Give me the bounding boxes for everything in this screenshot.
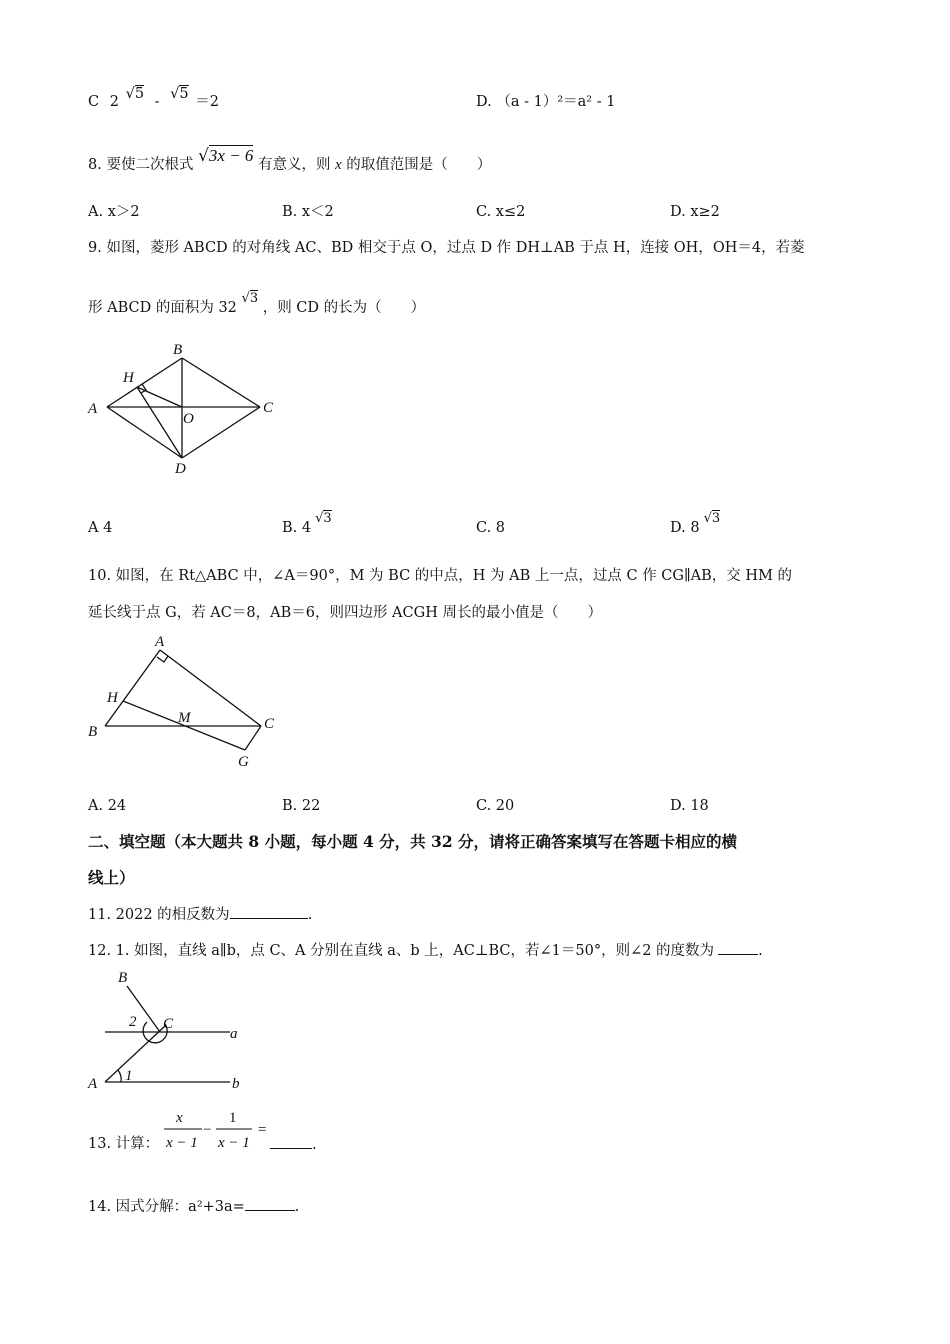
section2-heading-line2: 线上） <box>88 868 135 887</box>
q13-eq: = <box>258 1122 267 1138</box>
q12-parallel-lines-figure <box>85 966 265 1096</box>
section2-heading-line1: 二、填空题（本大题共 8 小题，每小题 4 分，共 32 分，请将正确答案填写在答题卡相应的横 <box>88 832 738 851</box>
q13-minus: − <box>203 1122 212 1138</box>
q10-stem-line1: 10. 如图，在 Rt△ABC 中，∠A＝90°，M 为 BC 的中点，H 为 AB 上一点，过点 C 作 CG∥AB，交 HM 的 <box>88 568 793 584</box>
q8-suffix-b: 的取值范围是（ ） <box>346 157 492 173</box>
q7-c-coef: 2 <box>109 94 119 110</box>
q14-answer-blank[interactable] <box>245 1196 295 1211</box>
q7-option-d: D. （a - 1）²＝a² - 1 <box>476 94 616 110</box>
q9-stem-line2 <box>88 291 426 319</box>
q12-label-line-b: b <box>232 1076 240 1092</box>
q7-c-label: C <box>88 94 100 110</box>
q8-option-c: C. x≤2 <box>476 204 526 220</box>
q10-label-c: C <box>264 716 275 732</box>
q9-radical: √3 <box>241 291 259 306</box>
q7-c-radical-1: √5 <box>125 86 145 102</box>
q14-stem: 14. 因式分解：a²+3a= . <box>88 1196 299 1217</box>
q7-c-radical-2: √5 <box>170 86 189 102</box>
q9-label-o: O <box>183 411 194 427</box>
q9-line2-b: ，则 CD 的长为（ ） <box>262 300 426 316</box>
q12-answer-blank[interactable] <box>718 940 758 955</box>
q9-label-b: B <box>173 342 183 358</box>
q14-text: 14. 因式分解：a²+3a= <box>88 1199 245 1215</box>
q10-label-a: A <box>155 634 165 650</box>
q9-label-c: C <box>263 400 274 416</box>
q10-option-b: B. 22 <box>282 798 321 814</box>
q12-label-1: 1 <box>125 1068 133 1084</box>
q10-label-h: H <box>107 690 118 706</box>
q12-label-b: B <box>118 970 128 986</box>
q13-answer-blank[interactable] <box>270 1134 312 1149</box>
q10-label-m: M <box>178 710 191 726</box>
q9-label-h: H <box>123 370 134 386</box>
q9-option-b: B. 4√3 <box>282 511 332 536</box>
q8-option-d: D. x≥2 <box>670 204 720 220</box>
q8-option-b: B. x＜2 <box>282 204 334 220</box>
q9-rhombus-figure <box>85 338 285 478</box>
q11-text: 11. 2022 的相反数为 <box>88 907 230 923</box>
q12-stem: 12. 1. 如图，直线 a∥b，点 C、A 分别在直线 a、b 上，AC⊥BC，若∠1＝50°，则∠2 的度数为 . <box>88 940 763 961</box>
q7-option-c <box>88 86 219 112</box>
q11-answer-blank[interactable] <box>230 904 308 919</box>
q9-option-d: D. 8√3 <box>670 511 721 536</box>
q12-label-c: C <box>163 1016 174 1032</box>
q8-option-a: A. x＞2 <box>88 204 140 220</box>
q11-stem: 11. 2022 的相反数为 . <box>88 904 312 925</box>
q13-den1: x − 1 <box>166 1135 198 1151</box>
q9-stem-line1: 9. 如图，菱形 ABCD 的对角线 AC、BD 相交于点 O，过点 D 作 DH⊥AB 于点 H，连接 OH，OH＝4，若菱 <box>88 240 805 256</box>
q8-prefix: 8. 要使二次根式 <box>88 157 194 173</box>
q10-option-c: C. 20 <box>476 798 515 814</box>
q12-text: 12. 1. 如图，直线 a∥b，点 C、A 分别在直线 a、b 上，AC⊥BC，若∠1＝50°，则∠2 的度数为 <box>88 943 715 959</box>
q10-option-d: D. 18 <box>670 798 709 814</box>
q8-var: x <box>335 157 342 173</box>
q13-den2: x − 1 <box>218 1135 250 1151</box>
q12-label-2: 2 <box>129 1014 137 1030</box>
q10-triangle-figure <box>85 630 285 770</box>
q9-line2-a: 形 ABCD 的面积为 32 <box>88 300 237 316</box>
q7-c-result: ＝2 <box>195 94 219 110</box>
q7-c-minus: - <box>154 94 160 110</box>
q13-fraction-expression <box>162 1104 282 1154</box>
q10-stem-line2: 延长线于点 G，若 AC＝8，AB＝6，则四边形 ACGH 周长的最小值是（ ） <box>88 605 602 621</box>
q8-radical: √3x − 6 <box>198 146 254 166</box>
q12-label-a: A <box>88 1076 98 1092</box>
q8-stem <box>88 146 492 175</box>
q9-label-d: D <box>175 461 186 477</box>
q9-option-c: C. 8 <box>476 520 506 536</box>
q9-option-a: A 4 <box>88 520 113 536</box>
q10-label-b: B <box>88 724 98 740</box>
q13-num2: 1 <box>229 1110 237 1126</box>
q13-answer: . <box>270 1134 317 1155</box>
q10-label-g: G <box>238 754 249 770</box>
q8-suffix-a: 有意义，则 <box>258 157 331 173</box>
q10-option-a: A. 24 <box>88 798 127 814</box>
q12-label-line-a: a <box>230 1026 238 1042</box>
q13-num1: x <box>176 1110 183 1126</box>
q13-prefix: 13. 计算： <box>88 1136 160 1152</box>
q9-label-a: A <box>88 401 98 417</box>
